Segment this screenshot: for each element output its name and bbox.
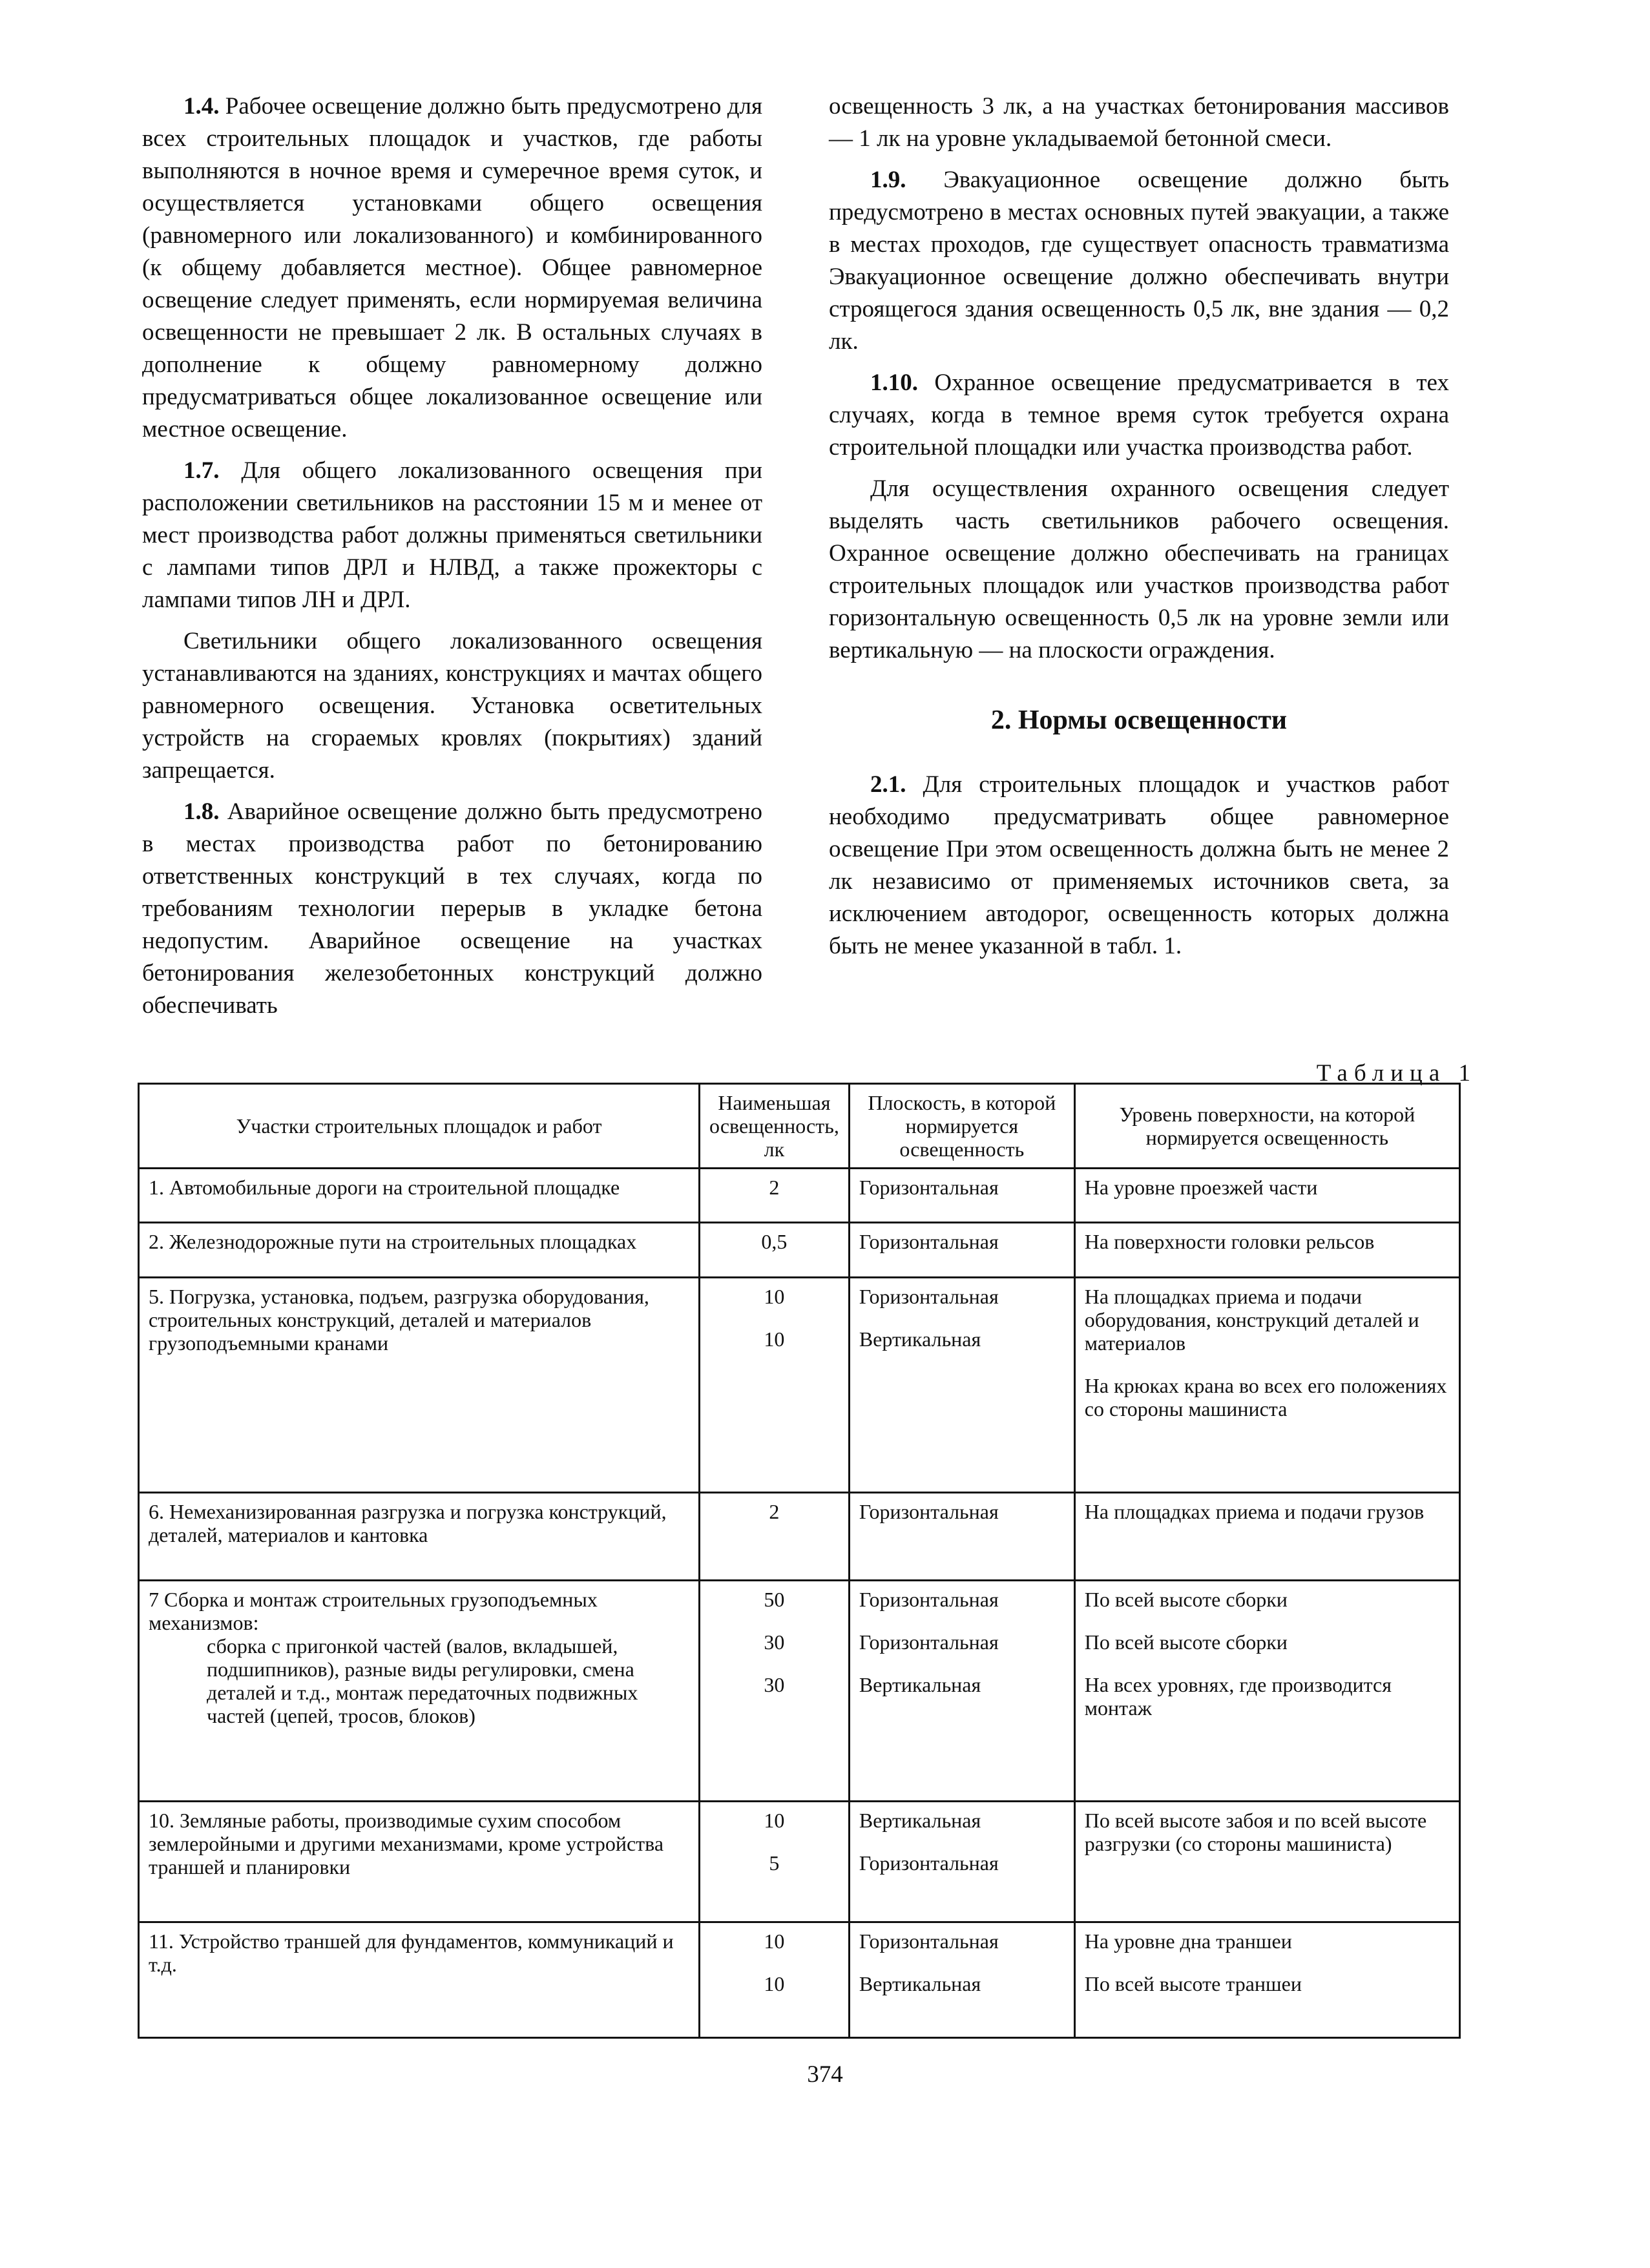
lux-cell-line: 10 bbox=[764, 1284, 785, 1308]
left-text-column bbox=[142, 90, 762, 1022]
area-cell bbox=[139, 1801, 700, 1922]
header-level: Уровень поверхности, на которой нормируется освещенность bbox=[1074, 1084, 1459, 1169]
lux-cell-line: 10 bbox=[764, 1327, 785, 1351]
area-cell-line: 10. Земляные работы, производимые сухим способом землеройными и другими механизмами, кроме устройства траншей и планировки bbox=[149, 1808, 664, 1878]
area-cell-line: 6. Немеханизированная разгрузка и погрузка конструкций, деталей, материалов и кантовка bbox=[149, 1500, 667, 1547]
table-row bbox=[139, 1277, 1460, 1492]
lux-cell-line: 2 bbox=[769, 1500, 780, 1524]
header-plane: Плоскость, в которой нормируется освещенность bbox=[849, 1084, 1074, 1169]
area-cell-line: сборка с пригонкой частей (валов, вкладышей, подшипников), разные виды регулировки, смена деталей и т.д., монтаж передаточных подвижных частей (цепей, тросов, блоков) bbox=[207, 1634, 638, 1727]
plane-cell-line: Вертикальная bbox=[859, 1808, 981, 1832]
area-cell-line: 11. Устройство траншей для фундаментов, коммуникаций и т.д. bbox=[149, 1930, 674, 1977]
table-header-row bbox=[139, 1084, 1460, 1169]
right-text-column bbox=[829, 90, 1449, 962]
area-cell bbox=[139, 1169, 700, 1223]
clause-number: 1.9. bbox=[870, 167, 906, 193]
area-cell-line: 7 Сборка и монтаж строительных грузоподъемных механизмов: bbox=[149, 1587, 598, 1634]
plane-cell-line: Вертикальная bbox=[859, 1327, 981, 1351]
plane-cell bbox=[849, 1493, 1074, 1581]
lux-cell-line: 5 bbox=[769, 1851, 780, 1875]
header-lux: Наименьшая освещенность, лк bbox=[700, 1084, 850, 1169]
level-cell-line: На площадках приема и подачи грузов bbox=[1084, 1500, 1425, 1524]
plane-cell-line: Горизонтальная bbox=[859, 1500, 999, 1524]
clause-text: Для общего локализованного освещения при расположении светильников на расстоянии 15 м и менее от мест производства работ должны применяться светильники с лампами типов ДРЛ и НЛВД, а также прожекторы с лампами типов ЛН и ДРЛ. bbox=[142, 457, 762, 613]
level-cell bbox=[1074, 1922, 1459, 2038]
lux-cell bbox=[700, 1922, 850, 2038]
level-cell-line: На всех уровнях, где производится монтаж bbox=[1084, 1672, 1392, 1720]
level-cell bbox=[1074, 1277, 1459, 1492]
level-cell-line: По всей высоте забоя и по всей высоте разгрузки (со стороны машиниста) bbox=[1084, 1808, 1427, 1855]
plane-cell-line: Горизонтальная bbox=[859, 1284, 999, 1308]
illumination-norms-table bbox=[138, 1083, 1461, 2039]
lux-cell bbox=[700, 1277, 850, 1492]
plane-cell bbox=[849, 1580, 1074, 1801]
table-row bbox=[139, 1922, 1460, 2038]
area-cell bbox=[139, 1493, 700, 1581]
clause-number: 1.4. bbox=[183, 93, 220, 120]
clause-number: 1.10. bbox=[870, 369, 918, 396]
level-cell-line: На поверхности головки рельсов bbox=[1084, 1230, 1375, 1254]
lux-cell bbox=[700, 1580, 850, 1801]
paragraph-1-4 bbox=[142, 90, 762, 446]
clause-number: 1.7. bbox=[183, 457, 220, 484]
table-row bbox=[139, 1801, 1460, 1922]
table-row bbox=[139, 1493, 1460, 1581]
plane-cell-line: Горизонтальная bbox=[859, 1851, 999, 1875]
plane-cell-line: Горизонтальная bbox=[859, 1176, 999, 1199]
level-cell bbox=[1074, 1493, 1459, 1581]
plane-cell-line: Вертикальная bbox=[859, 1972, 981, 1996]
table-row bbox=[139, 1223, 1460, 1277]
table-row bbox=[139, 1580, 1460, 1801]
clause-text: Эвакуационное освещение должно быть предусмотрено в местах основных путей эвакуации, а также в местах проходов, где существует опасность травматизма Эвакуационное освещение должно обеспечивать внутри строящегося здания освещенность 0,5 лк, вне здания — 0,2 лк. bbox=[829, 167, 1449, 355]
area-cell bbox=[139, 1277, 700, 1492]
lux-cell-line: 2 bbox=[769, 1176, 780, 1199]
clause-text: Рабочее освещение должно быть предусмотрено для всех строительных площадок и участков, где работы выполняются в ночное время и сумеречное время суток, и осуществляется установками общего освещения (равномерного или локализованного) и комбинированного (к общему добавляется местное). Общее равномерное освещение следует применять, если нормируемая величина освещенности не превышает 2 лк. В остальных случаях в дополнение к общему равномерному должно предусматриваться общее локализованное освещение или местное освещение. bbox=[142, 93, 762, 442]
clause-text: Аварийное освещение должно быть предусмотрено в местах производства работ по бетонированию ответственных конструкций в тех случаях, когда по требованиям технологии перерыв в укладке бетона недопустим. Аварийное освещение на участках бетонирования железобетонных конструкций должно обеспечивать bbox=[142, 798, 762, 1019]
clause-number: 2.1. bbox=[870, 771, 906, 798]
section-heading: 2. Нормы освещенности bbox=[990, 705, 1288, 735]
header-area: Участки строительных площадок и работ bbox=[139, 1084, 700, 1169]
level-cell-line: По всей высоте сборки bbox=[1084, 1587, 1288, 1611]
plane-cell-line: Вертикальная bbox=[859, 1672, 981, 1696]
lux-cell-line: 0,5 bbox=[761, 1230, 788, 1254]
table-caption: Таблица 1 bbox=[1316, 1060, 1477, 1087]
level-cell-line: По всей высоте сборки bbox=[1084, 1630, 1288, 1654]
plane-cell-line: Горизонтальная bbox=[859, 1930, 999, 1953]
clause-text: Охранное освещение предусматривается в тех случаях, когда в темное время суток требуется охрана строительной площадки или участка производства работ. bbox=[829, 369, 1449, 461]
level-cell-line: На крюках крана во всех его положениях со стороны машиниста bbox=[1084, 1373, 1447, 1420]
plane-cell bbox=[849, 1277, 1074, 1492]
lux-cell-line: 10 bbox=[764, 1930, 785, 1953]
level-cell-line: По всей высоте траншеи bbox=[1084, 1972, 1302, 1996]
area-cell bbox=[139, 1922, 700, 2038]
lux-cell bbox=[700, 1223, 850, 1277]
level-cell bbox=[1074, 1223, 1459, 1277]
plane-cell bbox=[849, 1922, 1074, 2038]
page-number: 374 bbox=[807, 2061, 843, 2088]
level-cell bbox=[1074, 1169, 1459, 1223]
level-cell-line: На уровне проезжей части bbox=[1084, 1176, 1318, 1199]
lux-cell-line: 50 bbox=[764, 1587, 785, 1611]
lux-cell bbox=[700, 1169, 850, 1223]
paragraph-1-7-cont: Светильники общего локализованного освещения устанавливаются на зданиях, конструкциях и мачтах общего равномерного освещения. Установка осветительных устройств на сгораемых кровлях (покрытиях) зданий запрещается. bbox=[142, 628, 762, 784]
level-cell-line: На площадках приема и подачи оборудования, конструкций деталей и материалов bbox=[1084, 1284, 1419, 1355]
level-cell bbox=[1074, 1580, 1459, 1801]
lux-cell-line: 10 bbox=[764, 1808, 785, 1832]
plane-cell-line: Горизонтальная bbox=[859, 1587, 999, 1611]
paragraph-1-7 bbox=[142, 455, 762, 616]
plane-cell-line: Горизонтальная bbox=[859, 1630, 999, 1654]
area-cell-line: 2. Железнодорожные пути на строительных площадках bbox=[149, 1230, 637, 1254]
plane-cell-line: Горизонтальная bbox=[859, 1230, 999, 1254]
area-cell-line: 1. Автомобильные дороги на строительной площадке bbox=[149, 1176, 620, 1199]
lux-cell-line: 30 bbox=[764, 1630, 785, 1654]
lux-cell bbox=[700, 1801, 850, 1922]
plane-cell bbox=[849, 1223, 1074, 1277]
paragraph-1-10 bbox=[829, 367, 1449, 464]
table-body bbox=[139, 1169, 1460, 2038]
clause-text: Для строительных площадок и участков работ необходимо предусматривать общее равномерное освещение При этом освещенность должна быть не менее 2 лк независимо от применяемых источников света, за исключением автодорог, освещенность которых должна быть не менее указанной в табл. 1. bbox=[829, 771, 1449, 959]
lux-cell-line: 10 bbox=[764, 1972, 785, 1996]
area-cell bbox=[139, 1223, 700, 1277]
table-row bbox=[139, 1169, 1460, 1223]
area-cell bbox=[139, 1580, 700, 1801]
paragraph-1-8-continuation: освещенность 3 лк, а на участках бетонирования массивов — 1 лк на уровне укладываемой бетонной смеси. bbox=[829, 93, 1449, 152]
paragraph-2-1 bbox=[829, 769, 1449, 962]
paragraph-1-8 bbox=[142, 796, 762, 1022]
plane-cell bbox=[849, 1169, 1074, 1223]
plane-cell bbox=[849, 1801, 1074, 1922]
lux-cell-line: 30 bbox=[764, 1672, 785, 1696]
level-cell bbox=[1074, 1801, 1459, 1922]
area-cell-line: 5. Погрузка, установка, подъем, разгрузка оборудования, строительных конструкций, деталей и материалов грузоподъемными кранами bbox=[149, 1284, 649, 1355]
clause-number: 1.8. bbox=[183, 798, 220, 825]
paragraph-1-10-cont: Для осуществления охранного освещения следует выделять часть светильников рабочего освещения. Охранное освещение должно обеспечивать на границах строительных площадок или участков производства работ горизонтальную освещенность 0,5 лк на уровне земли или вертикальную — на плоскости ограждения. bbox=[829, 475, 1449, 663]
lux-cell bbox=[700, 1493, 850, 1581]
paragraph-1-9 bbox=[829, 164, 1449, 358]
level-cell-line: На уровне дна траншеи bbox=[1084, 1930, 1292, 1953]
